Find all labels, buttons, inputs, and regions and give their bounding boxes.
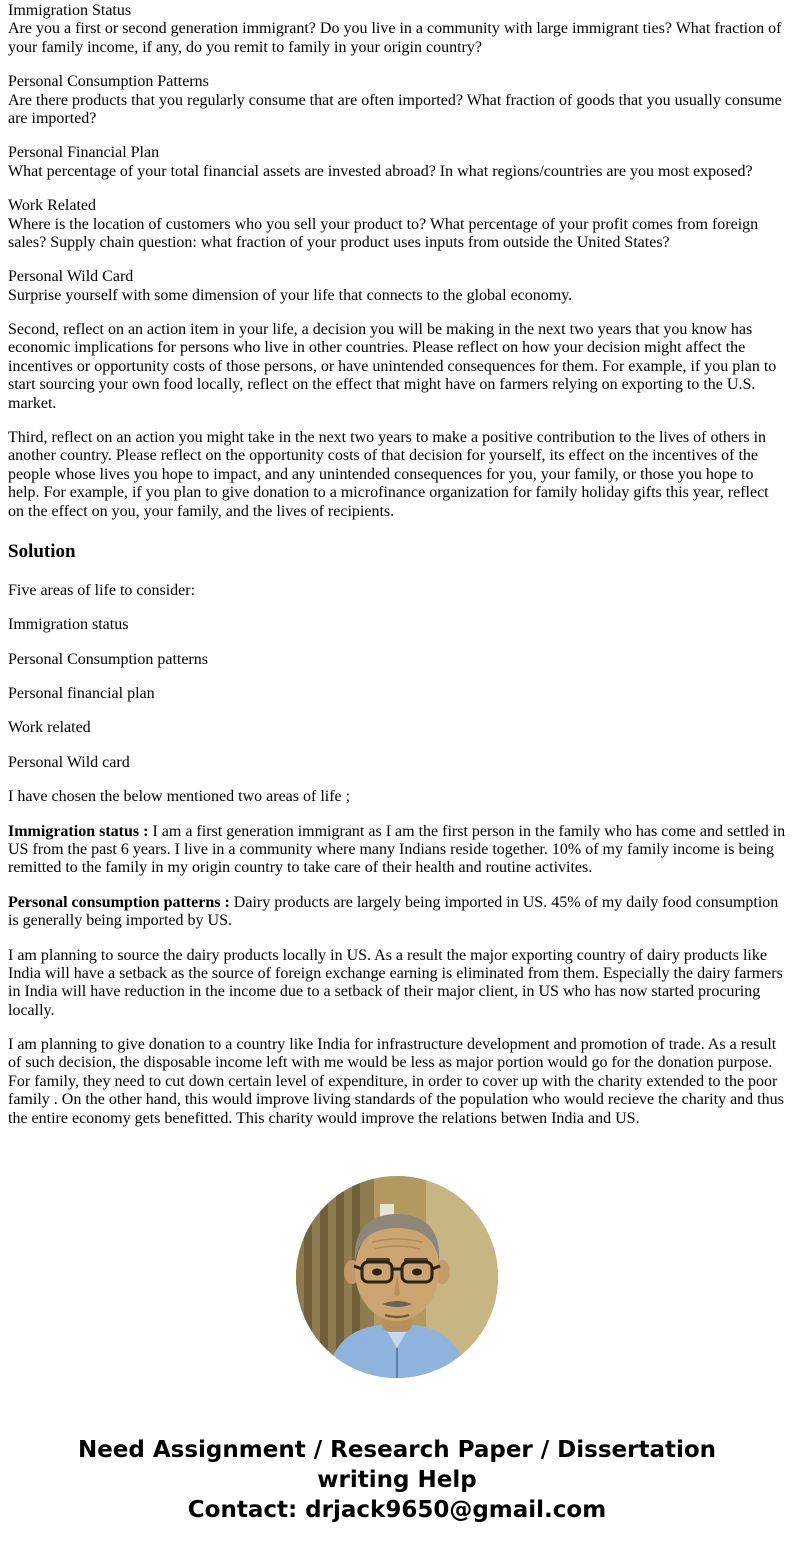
section-body: Where is the location of customers who you sell your product to? What percentage of your profit comes from foreign sales? Supply chain question: what fraction of your product uses inputs from outside the United States? — [8, 215, 759, 251]
answer-text: Dairy products are largely being imported in US. 45% of my daily food consumption is generally being imported by US. — [8, 893, 779, 930]
question-section-consumption — [8, 73, 786, 128]
area-item-consumption: Personal Consumption patterns — [8, 650, 208, 668]
area-item-immigration: Immigration status — [8, 616, 129, 634]
question-section-financial — [8, 144, 786, 181]
area-item-wildcard: Personal Wild card — [8, 753, 130, 771]
section-body: Are there products that you regularly consume that are often imported? What fraction of goods that you usually consume are imported? — [8, 91, 782, 127]
section-heading: Immigration Status — [8, 2, 132, 19]
portrait-illustration — [296, 1176, 498, 1378]
section-body: What percentage of your total financial assets are invested abroad? In what regions/countries are you most exposed? — [8, 162, 753, 180]
footer-ad — [37, 1435, 757, 1525]
footer-help-text: Need Assignment / Research Paper / Dissertation writing Help — [77, 1437, 717, 1494]
question-section-wildcard — [8, 268, 786, 305]
solution-intro: Five areas of life to consider: — [8, 581, 196, 599]
answer-label: Immigration status : — [8, 822, 149, 840]
tutor-portrait-photo — [296, 1176, 498, 1378]
photo-container — [8, 1176, 786, 1383]
answer-immigration — [8, 823, 786, 878]
footer-contact-text: Contact: drjack9650@gmail.com — [187, 1497, 607, 1524]
section-body: Are you a first or second generation immigrant? Do you live in a community with large immigrant ties? What fraction of your family income, if any, do you remit to family in your origin country? — [8, 20, 782, 56]
reflection-paragraph-second: Second, reflect on an action item in your life, a decision you will be making in the next two years that you know has economic implications for persons who live in other countries. Please reflect on how your decision might affect the incentives or opportunity costs of those persons, or have unintended consequences for them. For example, if you plan to start sourcing your own food locally, reflect on the effect that might have on farmers relying on exporting to the U.S. market. — [8, 321, 777, 412]
section-heading: Work Related — [8, 197, 97, 215]
area-item-work: Work related — [8, 719, 91, 737]
section-heading: Personal Wild Card — [8, 268, 134, 286]
reflection-paragraph-third: Third, reflect on an action you might take in the next two years to make a positive contribution to the lives of others in another country. Please reflect on the opportunity costs of that decision for yourself, its effect on the incentives of the people whose lives you hope to impact, and any unintended consequences for you, your family, or those you hope to help. For example, if you plan to give donation to a microfinance organization for family holiday gifts this year, reflect on the effect on you, your family, and the lives of recipients. — [8, 429, 769, 520]
question-section-work — [8, 197, 786, 252]
answer-label: Personal consumption patterns : — [8, 893, 230, 911]
closing-paragraph-donation: I am planning to give donation to a country like India for infrastructure development and promotion of trade. As a result of such decision, the disposable income left with me would be less as major portion would go for the donation purpose. For family, they need to cut down certain level of expenditure, in order to cover up with the charity extended to the poor family . On the other hand, this would improve living standards of the population who would recieve the charity and thus the entire economy gets benefitted. This charity would improve the relations betwen India and US. — [8, 1036, 784, 1127]
area-item-financial: Personal financial plan — [8, 685, 155, 702]
closing-paragraph-dairy: I am planning to source the dairy products locally in US. As a result the major exporting country of dairy products like India will have a setback as the source of foreign exchange earning is eliminated from them. Especially the dairy farmers in India will have reduction in the income due to a setback of their major client, in US who has now started procuring locally. — [8, 946, 783, 1019]
solution-title: Solution — [8, 540, 76, 562]
question-section-immigration — [8, 2, 786, 57]
section-body: Surprise yourself with some dimension of your life that connects to the global economy. — [8, 286, 573, 304]
answer-text: I am a first generation immigrant as I am the first person in the family who has come and settled in US from the past 6 years. I live in a community where many Indians reside together. 10% of my family income is being remitted to the family in my origin country to take care of their health and routine activites. — [8, 822, 786, 877]
answer-consumption — [8, 894, 786, 931]
chosen-note: I have chosen the below mentioned two areas of life ; — [8, 788, 351, 806]
section-heading: Personal Consumption Patterns — [8, 73, 209, 91]
section-heading: Personal Financial Plan — [8, 144, 160, 162]
